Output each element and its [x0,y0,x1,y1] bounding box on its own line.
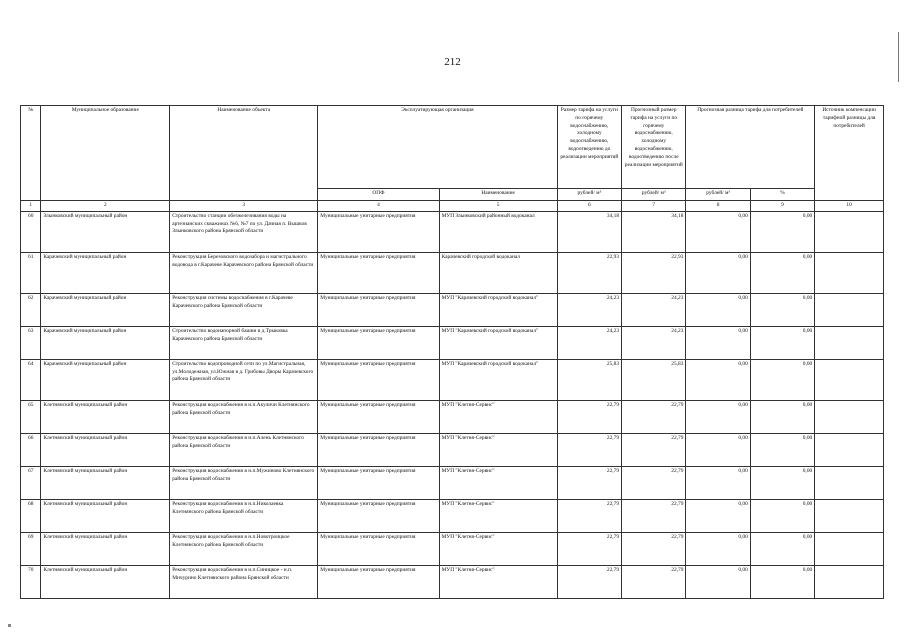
col-index: 9 [750,201,814,212]
cell-percent: 0,00 [750,466,814,499]
cell-municipality: Клетнянский муниципальный район [41,433,170,466]
cell-object: Реконструкция водоснабжения в н.п.Алень Клетнянского района Брянской области [170,433,318,466]
cell-tariff: 22,79 [557,400,621,433]
cell-name: МУП "Клетня-Сервис" [439,433,557,466]
header-compensation-source: Источник компенсации тарифной разницы для потребителей [815,106,884,201]
cell-opf: Муниципальные унитарные предприятия [318,532,439,565]
table-row [21,293,884,326]
cell-name: МУП "Карачевский городской водоканал" [439,326,557,359]
cell-tariff: 24,23 [557,326,621,359]
cell-source [815,252,884,293]
cell-forecast: 22,79 [622,466,686,499]
table-row [21,359,884,400]
table-row [21,252,884,293]
cell-opf: Муниципальные унитарные предприятия [318,326,439,359]
scan-dot [8,624,11,627]
cell-tariff: 22,79 [557,565,621,598]
page-number: 212 [444,56,461,68]
cell-forecast: 24,23 [622,326,686,359]
header-unit-tariff: рублей/ м³ [557,189,621,201]
cell-no: 68 [21,499,41,532]
col-index: 2 [41,201,170,212]
cell-forecast: 22,93 [622,252,686,293]
cell-percent: 0,00 [750,252,814,293]
header-unit-forecast: рублей/ м³ [622,189,686,201]
tariff-table [20,105,884,599]
cell-forecast: 24,23 [622,293,686,326]
cell-opf: Муниципальные унитарные предприятия [318,565,439,598]
cell-no: 64 [21,359,41,400]
cell-forecast: 25,83 [622,359,686,400]
cell-forecast: 22,79 [622,499,686,532]
cell-municipality: Клетнянский муниципальный район [41,565,170,598]
table-row [21,499,884,532]
cell-object: Строительство станции обезжелезивания воды на артезианских скважинах №6, №7 по ул. Дачная п. Вышков Злынковского района Брянской области [170,211,318,252]
cell-source [815,293,884,326]
cell-percent: 0,00 [750,359,814,400]
cell-object: Реконструкция водоснабжения в н.п.Синицкое - н.п. Мичурино Клетнянского района Брянской области [170,565,318,598]
cell-percent: 0,00 [750,565,814,598]
cell-municipality: Карачевский муниципальный район [41,293,170,326]
cell-name: МУП "Карачевский городской водоканал" [439,293,557,326]
header-name: Наименование [439,189,557,201]
cell-source [815,211,884,252]
cell-tariff: 22,79 [557,532,621,565]
cell-opf: Муниципальные унитарные предприятия [318,433,439,466]
cell-name: МУП "Клетня-Сервис" [439,565,557,598]
col-index: 3 [170,201,318,212]
cell-percent: 0,00 [750,326,814,359]
cell-opf: Муниципальные унитарные предприятия [318,293,439,326]
cell-object: Реконструкция водоснабжения в н.п.Новотроицкое Клетнянского района Брянской области [170,532,318,565]
cell-forecast: 34,18 [622,211,686,252]
cell-source [815,466,884,499]
cell-municipality: Клетнянский муниципальный район [41,466,170,499]
cell-opf: Муниципальные унитарные предприятия [318,466,439,499]
col-index: 4 [318,201,439,212]
cell-object: Реконструкция системы водоснабжения в г.Карачеве Карачевского района Брянской области [170,293,318,326]
cell-municipality: Клетнянский муниципальный район [41,499,170,532]
cell-no: 63 [21,326,41,359]
header-forecast-diff: Прогнозная разница тарифа для потребителей [686,106,815,189]
cell-object: Реконструкция Березовского водозабора и магистрального водовода в г.Карачеве Карачевского района Брянской области [170,252,318,293]
cell-municipality: Клетнянский муниципальный район [41,532,170,565]
cell-tariff: 34,18 [557,211,621,252]
cell-municipality: Карачевский муниципальный район [41,252,170,293]
cell-name: МУП "Клетня-Сервис" [439,499,557,532]
cell-diff: 0,00 [686,466,750,499]
cell-diff: 0,00 [686,359,750,400]
cell-percent: 0,00 [750,293,814,326]
cell-diff: 0,00 [686,532,750,565]
cell-municipality: Злынковский муниципальный район [41,211,170,252]
cell-object: Реконструкция водоснабжения в н.п.Николаевка Клетнянского района Брянской области [170,499,318,532]
cell-percent: 0,00 [750,433,814,466]
scan-edge-mark [898,32,899,82]
cell-diff: 0,00 [686,211,750,252]
cell-forecast: 22,79 [622,400,686,433]
cell-municipality: Карачевский муниципальный район [41,359,170,400]
column-index-row [21,201,884,212]
cell-forecast: 22,79 [622,433,686,466]
table-row [21,433,884,466]
cell-source [815,400,884,433]
header-municipality: Муниципальное образование [41,106,170,201]
cell-percent: 0,00 [750,499,814,532]
header-tariff-size: Размер тарифа на услуги по горячему водоснабжению, холодному водоснабжению, водоотведению до реализации мероприятий [557,106,621,189]
cell-name: МУП "Клетня-Сервис" [439,400,557,433]
cell-object: Строительство водонапорной башни в д.Трыковка Карачевского района Брянской области [170,326,318,359]
cell-name: МУП Злынковский районный водоканал [439,211,557,252]
cell-tariff: 25,83 [557,359,621,400]
cell-tariff: 24,23 [557,293,621,326]
cell-no: 67 [21,466,41,499]
cell-no: 70 [21,565,41,598]
table-row [21,211,884,252]
cell-source [815,359,884,400]
cell-forecast: 22,79 [622,532,686,565]
cell-source [815,532,884,565]
cell-percent: 0,00 [750,400,814,433]
cell-tariff: 22,79 [557,499,621,532]
cell-diff: 0,00 [686,433,750,466]
cell-source [815,433,884,466]
header-unit-diff: рублей/ м³ [686,189,750,201]
col-index: 10 [815,201,884,212]
cell-object: Реконструкция водоснабжения в н.п.Мужиново Клетнянского района Брянской области [170,466,318,499]
cell-source [815,565,884,598]
col-index: 5 [439,201,557,212]
table-row [21,326,884,359]
cell-source [815,326,884,359]
cell-tariff: 22,79 [557,466,621,499]
cell-no: 69 [21,532,41,565]
table-row [21,565,884,598]
cell-name: Карачевский городской водоканал [439,252,557,293]
cell-tariff: 22,93 [557,252,621,293]
cell-name: МУП "Клетня-Сервис" [439,466,557,499]
cell-municipality: Карачевский муниципальный район [41,326,170,359]
header-forecast-tariff: Прогнозный размер тарифа на услуги по горячему водоснабжению, холодному водоснабжению, водоотведению после реализации мероприятий [622,106,686,189]
header-no: № [21,106,41,201]
col-index: 6 [557,201,621,212]
cell-diff: 0,00 [686,293,750,326]
cell-diff: 0,00 [686,400,750,433]
cell-no: 66 [21,433,41,466]
cell-name: МУП "Карачевский городской водоканал" [439,359,557,400]
cell-diff: 0,00 [686,252,750,293]
cell-opf: Муниципальные унитарные предприятия [318,252,439,293]
cell-no: 60 [21,211,41,252]
col-index: 7 [622,201,686,212]
cell-opf: Муниципальные унитарные предприятия [318,499,439,532]
header-unit-percent: % [750,189,814,201]
cell-diff: 0,00 [686,326,750,359]
cell-diff: 0,00 [686,565,750,598]
cell-no: 62 [21,293,41,326]
cell-municipality: Клетнянский муниципальный район [41,400,170,433]
cell-object: Строительство водопроводной сети по ул.Магистральная, ул.Молодежная, ул.Южная в д. Грибовы Дворы Карачевского района Брянской области [170,359,318,400]
header-operator: Эксплуатирующая организация [318,106,557,189]
cell-name: МУП "Клетня-Сервис" [439,532,557,565]
cell-percent: 0,00 [750,211,814,252]
cell-opf: Муниципальные унитарные предприятия [318,400,439,433]
cell-tariff: 22,79 [557,433,621,466]
header-opf: ОПФ [318,189,439,201]
cell-forecast: 22,79 [622,565,686,598]
table-row [21,400,884,433]
cell-source [815,499,884,532]
cell-object: Реконструкция водоснабжения в н.п.Акуличи Клетнянского района Брянской области [170,400,318,433]
cell-diff: 0,00 [686,499,750,532]
cell-no: 65 [21,400,41,433]
cell-no: 61 [21,252,41,293]
col-index: 8 [686,201,750,212]
table-row [21,466,884,499]
cell-percent: 0,00 [750,532,814,565]
cell-opf: Муниципальные унитарные предприятия [318,359,439,400]
col-index: 1 [21,201,41,212]
cell-opf: Муниципальные унитарные предприятия [318,211,439,252]
header-object: Наименование объекта [170,106,318,201]
table-row [21,532,884,565]
